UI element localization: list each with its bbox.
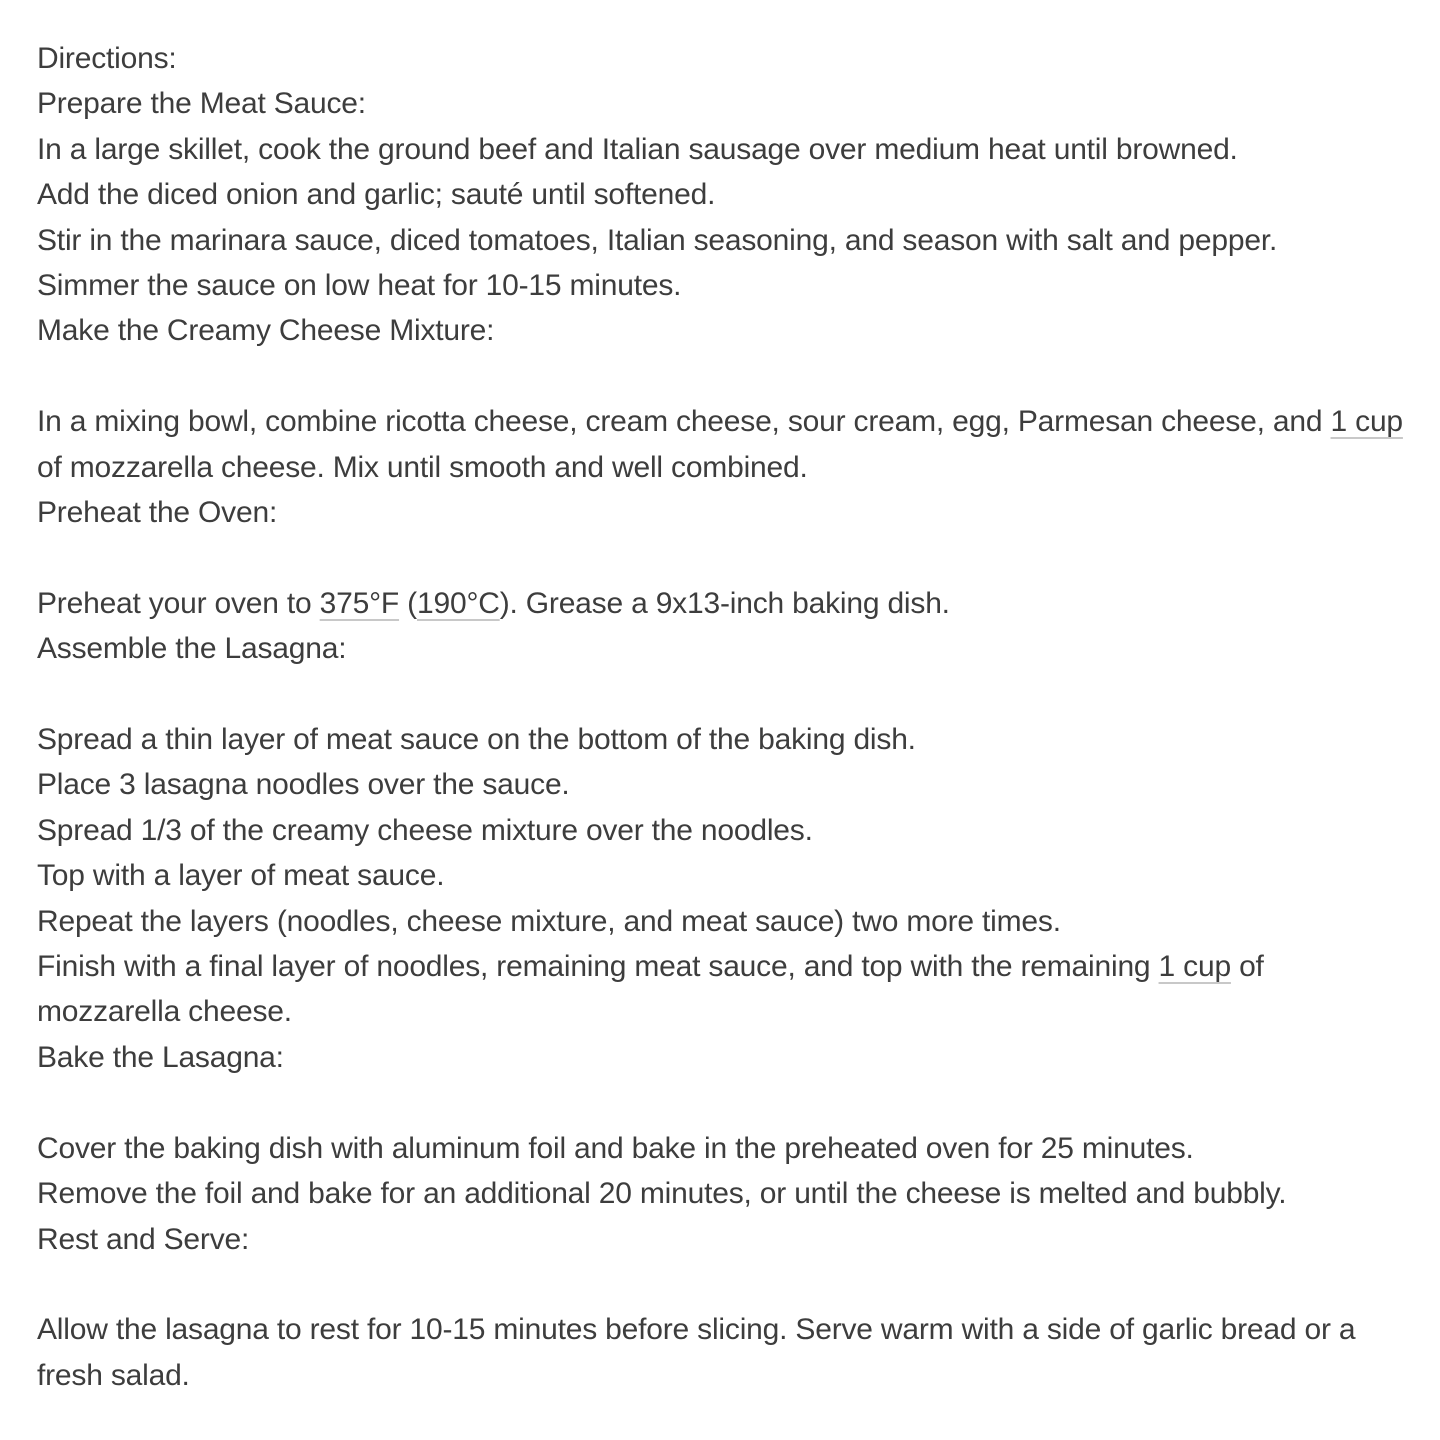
rest-heading: Rest and Serve: bbox=[37, 1222, 250, 1256]
measurement-link[interactable]: 1 cup bbox=[1158, 950, 1231, 984]
blank-line bbox=[37, 672, 1407, 717]
step-text: of mozzarella cheese. bbox=[37, 950, 1264, 1029]
temperature-link-fahrenheit[interactable]: 375°F bbox=[319, 586, 400, 620]
bake-step: Cover the baking dish with aluminum foil and bake in the preheated oven for 25 minutes. bbox=[37, 1131, 1194, 1165]
meat-sauce-step: Stir in the marinara sauce, diced tomatoes, Italian seasoning, and season with salt and pepper. bbox=[37, 223, 1278, 257]
blank-line bbox=[37, 1262, 1407, 1307]
step-text: ). Grease a 9x13-inch baking dish. bbox=[499, 586, 950, 620]
step-text: Preheat your oven to bbox=[37, 586, 320, 620]
directions-heading: Directions: bbox=[37, 42, 177, 75]
preheat-heading: Preheat the Oven: bbox=[37, 496, 278, 530]
step-text: In a mixing bowl, combine ricotta cheese, cream cheese, sour cream, egg, Parmesan cheese, and bbox=[37, 405, 1331, 439]
assemble-step: Place 3 lasagna noodles over the sauce. bbox=[37, 768, 570, 802]
cheese-mixture-heading: Make the Creamy Cheese Mixture: bbox=[37, 314, 495, 348]
assemble-heading: Assemble the Lasagna: bbox=[37, 632, 347, 666]
bake-step: Remove the foil and bake for an additional 20 minutes, or until the cheese is melted and bubbly. bbox=[37, 1177, 1287, 1211]
assemble-step: Top with a layer of meat sauce. bbox=[37, 859, 445, 893]
step-text: of mozzarella cheese. Mix until smooth and well combined. bbox=[37, 450, 808, 484]
recipe-directions-text[interactable] bbox=[37, 36, 1407, 1398]
meat-sauce-step: Add the diced onion and garlic; sauté until softened. bbox=[37, 178, 716, 212]
blank-line bbox=[37, 535, 1407, 580]
assemble-final-step bbox=[37, 944, 1407, 1035]
bake-heading: Bake the Lasagna: bbox=[37, 1040, 284, 1074]
blank-line bbox=[37, 1080, 1407, 1125]
measurement-link[interactable]: 1 cup bbox=[1330, 405, 1403, 439]
assemble-step: Spread 1/3 of the creamy cheese mixture over the noodles. bbox=[37, 813, 813, 847]
rest-step: Allow the lasagna to rest for 10-15 minutes before slicing. Serve warm with a side of garlic bread or a fresh salad. bbox=[37, 1313, 1356, 1392]
meat-sauce-heading: Prepare the Meat Sauce: bbox=[37, 87, 366, 121]
assemble-step: Repeat the layers (noodles, cheese mixture, and meat sauce) two more times. bbox=[37, 904, 1061, 938]
cheese-mixture-step bbox=[37, 399, 1407, 490]
step-text: Finish with a final layer of noodles, remaining meat sauce, and top with the remaining bbox=[37, 950, 1159, 984]
preheat-step bbox=[37, 581, 1407, 626]
meat-sauce-step: Simmer the sauce on low heat for 10-15 minutes. bbox=[37, 269, 682, 303]
step-text: ( bbox=[399, 586, 417, 620]
blank-line bbox=[37, 354, 1407, 399]
temperature-link-celsius[interactable]: 190°C bbox=[416, 586, 500, 620]
meat-sauce-step: In a large skillet, cook the ground beef and Italian sausage over medium heat until browned. bbox=[37, 132, 1238, 166]
assemble-step: Spread a thin layer of meat sauce on the bottom of the baking dish. bbox=[37, 723, 916, 757]
